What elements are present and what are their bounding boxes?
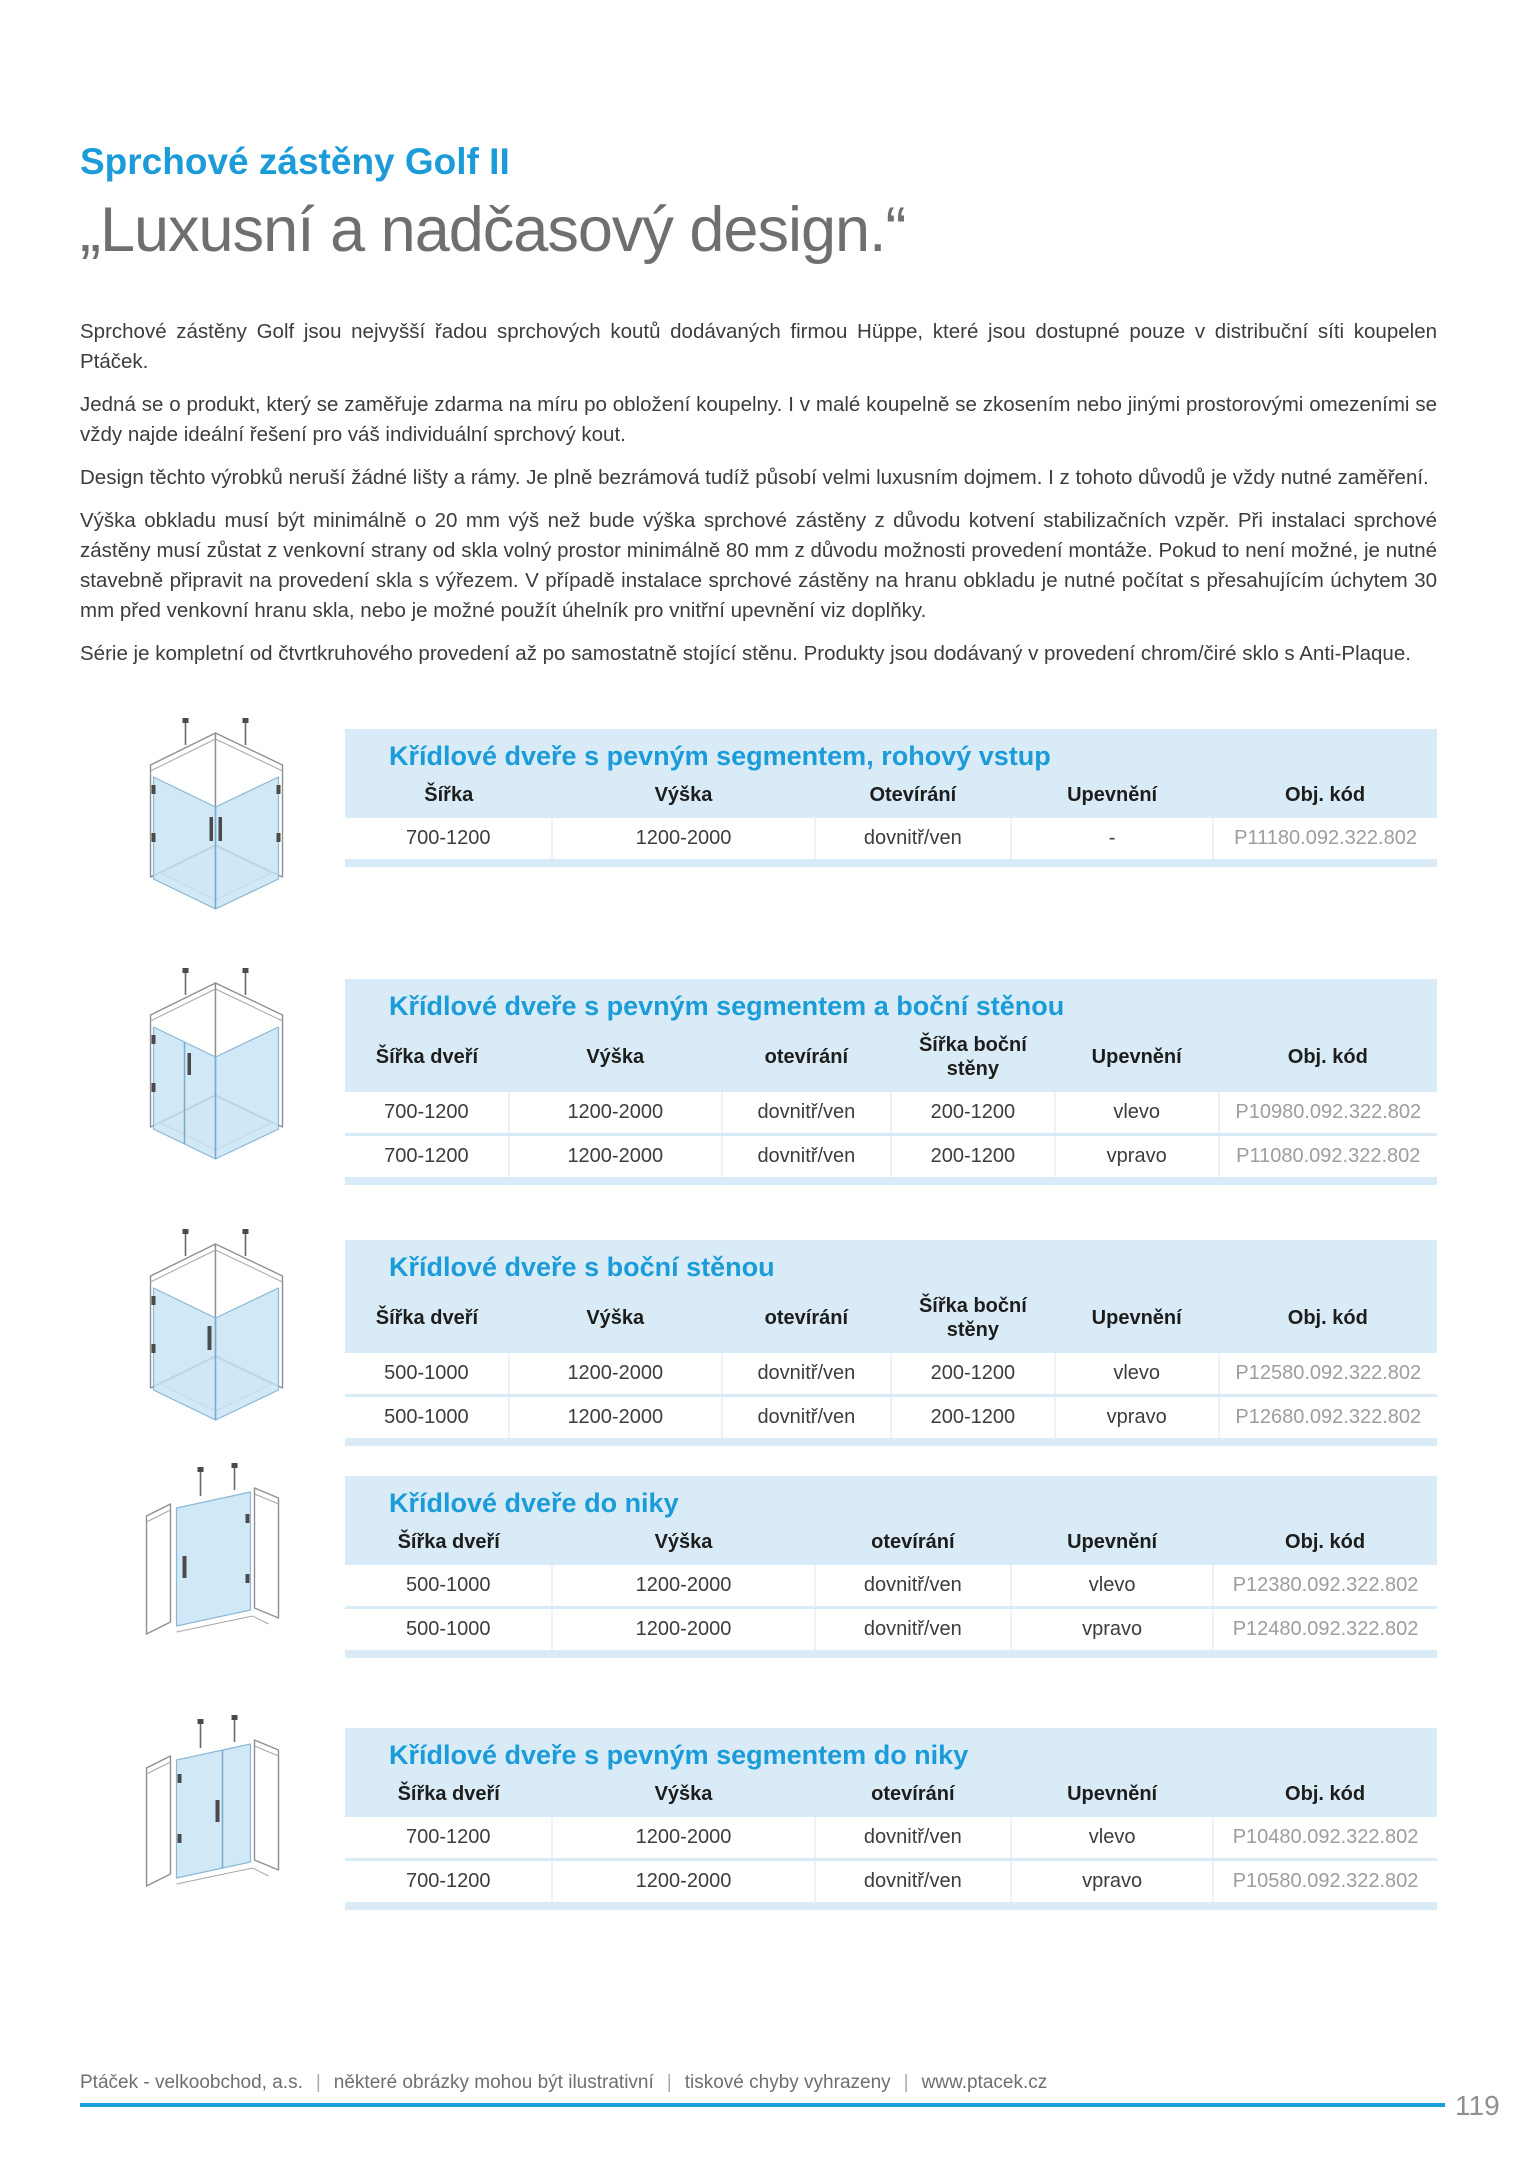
column-header: Výška [509,1025,722,1092]
section-title: Křídlové dveře s boční stěnou [389,1252,775,1283]
section-title: Křídlové dveře s pevným segmentem a boční stěnou [389,991,1065,1022]
intro-paragraph: Výška obkladu musí být minimálně o 20 mm výš než bude výška sprchové zástěny z důvodu kotvení stabilizačních vzpěr. Při instalaci sprchové zástěny musí zůstat z venkovní strany od skla volný prostor minimálně 80 mm z důvodu možnosti provedení montáže. Pokud to není možné, je nutné stavebně připravit na provedení skla s výřezem. V případě instalace sprchové zástěny na hranu obkladu je nutné počítat s přesahujícím úchytem 30 mm před venkovní hranu skla, nebo je možné použít úhelník pro vnitřní upevnění viz doplňky. [80,509,1437,623]
section-title: Křídlové dveře s pevným segmentem, rohový vstup [389,741,1051,772]
footer-separator: | [903,2072,909,2093]
table-cell: 500-1000 [345,1353,509,1396]
column-header: Obj. kód [1213,1774,1437,1817]
order-code-cell: P10480.092.322.802 [1213,1817,1437,1860]
product-section-niche-fixed-segment [345,1728,1437,1910]
product-table [345,1476,1437,1658]
spec-table [345,1025,1437,1180]
column-header: Šířka dveří [345,1025,509,1092]
table-cell: 1200-2000 [552,1817,814,1860]
table-row [345,1860,1437,1904]
product-table [345,729,1437,867]
table-row [345,1396,1437,1440]
table-cell: dovnitř/ven [815,1817,1012,1860]
table-cell: 1200-2000 [509,1353,722,1396]
product-section-niche-door [345,1476,1437,1658]
column-header: Obj. kód [1219,1025,1437,1092]
order-code-cell: P12480.092.322.802 [1213,1608,1437,1652]
table-cell: dovnitř/ven [815,1608,1012,1652]
header-row [345,1025,1437,1092]
table-cell: dovnitř/ven [722,1092,891,1135]
header-row [345,775,1437,818]
intro-paragraph: Design těchto výrobků neruší žádné lišty a rámy. Je plně bezrámová tudíž působí velmi luxusním dojmem. I z tohoto důvodů je vždy nutné zaměření. [80,466,1429,490]
column-header: Obj. kód [1213,775,1437,818]
table-cell: 1200-2000 [552,1608,814,1652]
table-cell: dovnitř/ven [815,1860,1012,1904]
table-cell: vlevo [1055,1353,1219,1396]
table-cell: 700-1200 [345,1135,509,1179]
column-header: Šířka boční stěny [891,1286,1055,1353]
product-section-corner-entry [345,729,1437,867]
table-cell: 700-1200 [345,818,552,861]
table-cell: 200-1200 [891,1092,1055,1135]
page-title: „Luxusní a nadčasový design.“ [80,194,906,265]
order-code-cell: P11180.092.322.802 [1213,818,1437,861]
footer-website-link[interactable]: www.ptacek.cz [921,2072,1048,2093]
table-cell: vlevo [1011,1565,1213,1608]
table-row [345,1135,1437,1179]
column-header: otevírání [815,1774,1012,1817]
page-number: 119 [1455,2090,1500,2121]
order-code-cell: P12680.092.322.802 [1219,1396,1437,1440]
table-row [345,1353,1437,1396]
table-cell: 200-1200 [891,1135,1055,1179]
table-cell: 1200-2000 [552,818,814,861]
table-cell: 700-1200 [345,1860,552,1904]
series-heading: Sprchové zástěny Golf II [80,141,510,182]
product-sections [80,729,1437,1910]
spec-table [345,1522,1437,1653]
footer-disclaimer-1: některé obrázky mohou být ilustrativní [333,2072,654,2093]
header-row [345,1522,1437,1565]
header-row [345,1774,1437,1817]
table-cell: dovnitř/ven [722,1135,891,1179]
table-row [345,818,1437,861]
table-cell: 200-1200 [891,1396,1055,1440]
column-header: Upevnění [1011,1774,1213,1817]
column-header: Upevnění [1055,1025,1219,1092]
footer-separator: | [315,2072,321,2093]
table-cell: - [1011,818,1213,861]
order-code-cell: P12380.092.322.802 [1213,1565,1437,1608]
table-cell: dovnitř/ven [815,1565,1012,1608]
spec-table [345,1286,1437,1441]
column-header: Otevírání [815,775,1012,818]
table-cell: vlevo [1055,1092,1219,1135]
intro-paragraph: Série je kompletní od čtvrtkruhového provedení až po samostatně stojící stěnu. Produkty jsou dodávaný v provedení chrom/čiré sklo s Anti-Plaque. [80,642,1411,666]
column-header: Obj. kód [1213,1522,1437,1565]
column-header: Šířka dveří [345,1286,509,1353]
column-header: Šířka dveří [345,1774,552,1817]
header-row [345,1286,1437,1353]
footer-separator: | [666,2072,672,2093]
corner-entry-drawing [90,715,340,920]
column-header: Výška [509,1286,722,1353]
intro-paragraph: Sprchové zástěny Golf jsou nejvyšší řadou sprchových koutů dodávaných firmou Hüppe, které jsou dostupné pouze v distribuční síti koupelen Ptáček. [80,320,1437,374]
table-cell: vpravo [1055,1135,1219,1179]
table-cell: vlevo [1011,1817,1213,1860]
product-section-side-wall [345,1240,1437,1446]
spec-table [345,1774,1437,1905]
footer-company: Ptáček - velkoobchod, a.s. [80,2072,303,2093]
column-header: otevírání [722,1025,891,1092]
section-title: Křídlové dveře s pevným segmentem do niky [389,1740,969,1771]
footer-rule [80,2103,1445,2107]
column-header: otevírání [815,1522,1012,1565]
order-code-cell: P10580.092.322.802 [1213,1860,1437,1904]
niche-door-drawing [90,1462,340,1667]
table-cell: vpravo [1011,1608,1213,1652]
column-header: Výška [552,1774,814,1817]
table-cell: 500-1000 [345,1565,552,1608]
table-row [345,1608,1437,1652]
table-cell: dovnitř/ven [815,818,1012,861]
column-header: Upevnění [1055,1286,1219,1353]
table-row [345,1092,1437,1135]
column-header: Upevnění [1011,775,1213,818]
table-cell: vpravo [1055,1396,1219,1440]
table-row [345,1565,1437,1608]
product-table [345,1728,1437,1910]
footer-text [80,2072,1445,2094]
column-header: Výška [552,1522,814,1565]
product-table [345,1240,1437,1446]
section-title: Křídlové dveře do niky [389,1488,679,1519]
intro-paragraphs [80,317,1437,669]
page-footer [80,2072,1445,2107]
table-cell: 500-1000 [345,1608,552,1652]
intro-paragraph: Jedná se o produkt, který se zaměřuje zdarma na míru po obložení koupelny. I v malé koupelně se zkosením nebo jinými prostorovými omezeními se vždy najde ideální řešení pro váš individuální sprchový kout. [80,393,1437,447]
niche-fixed-segment-drawing [90,1714,340,1919]
order-code-cell: P12580.092.322.802 [1219,1353,1437,1396]
table-cell: 1200-2000 [509,1396,722,1440]
table-cell: 700-1200 [345,1817,552,1860]
column-header: Šířka [345,775,552,818]
column-header: Výška [552,775,814,818]
table-cell: 700-1200 [345,1092,509,1135]
table-cell: dovnitř/ven [722,1353,891,1396]
column-header: Šířka dveří [345,1522,552,1565]
table-cell: 1200-2000 [509,1092,722,1135]
column-header: Šířka boční stěny [891,1025,1055,1092]
order-code-cell: P11080.092.322.802 [1219,1135,1437,1179]
side-wall-drawing [90,1226,340,1431]
column-header: Upevnění [1011,1522,1213,1565]
table-cell: 500-1000 [345,1396,509,1440]
fixed-segment-side-wall-drawing [90,965,340,1170]
column-header: otevírání [722,1286,891,1353]
table-row [345,1817,1437,1860]
table-cell: 1200-2000 [509,1135,722,1179]
product-section-fixed-segment-side-wall [345,979,1437,1185]
spec-table [345,775,1437,862]
table-cell: 1200-2000 [552,1860,814,1904]
table-cell: vpravo [1011,1860,1213,1904]
footer-disclaimer-2: tiskové chyby vyhrazeny [684,2072,891,2093]
table-cell: 200-1200 [891,1353,1055,1396]
column-header: Obj. kód [1219,1286,1437,1353]
order-code-cell: P10980.092.322.802 [1219,1092,1437,1135]
table-cell: dovnitř/ven [722,1396,891,1440]
product-table [345,979,1437,1185]
table-cell: 1200-2000 [552,1565,814,1608]
